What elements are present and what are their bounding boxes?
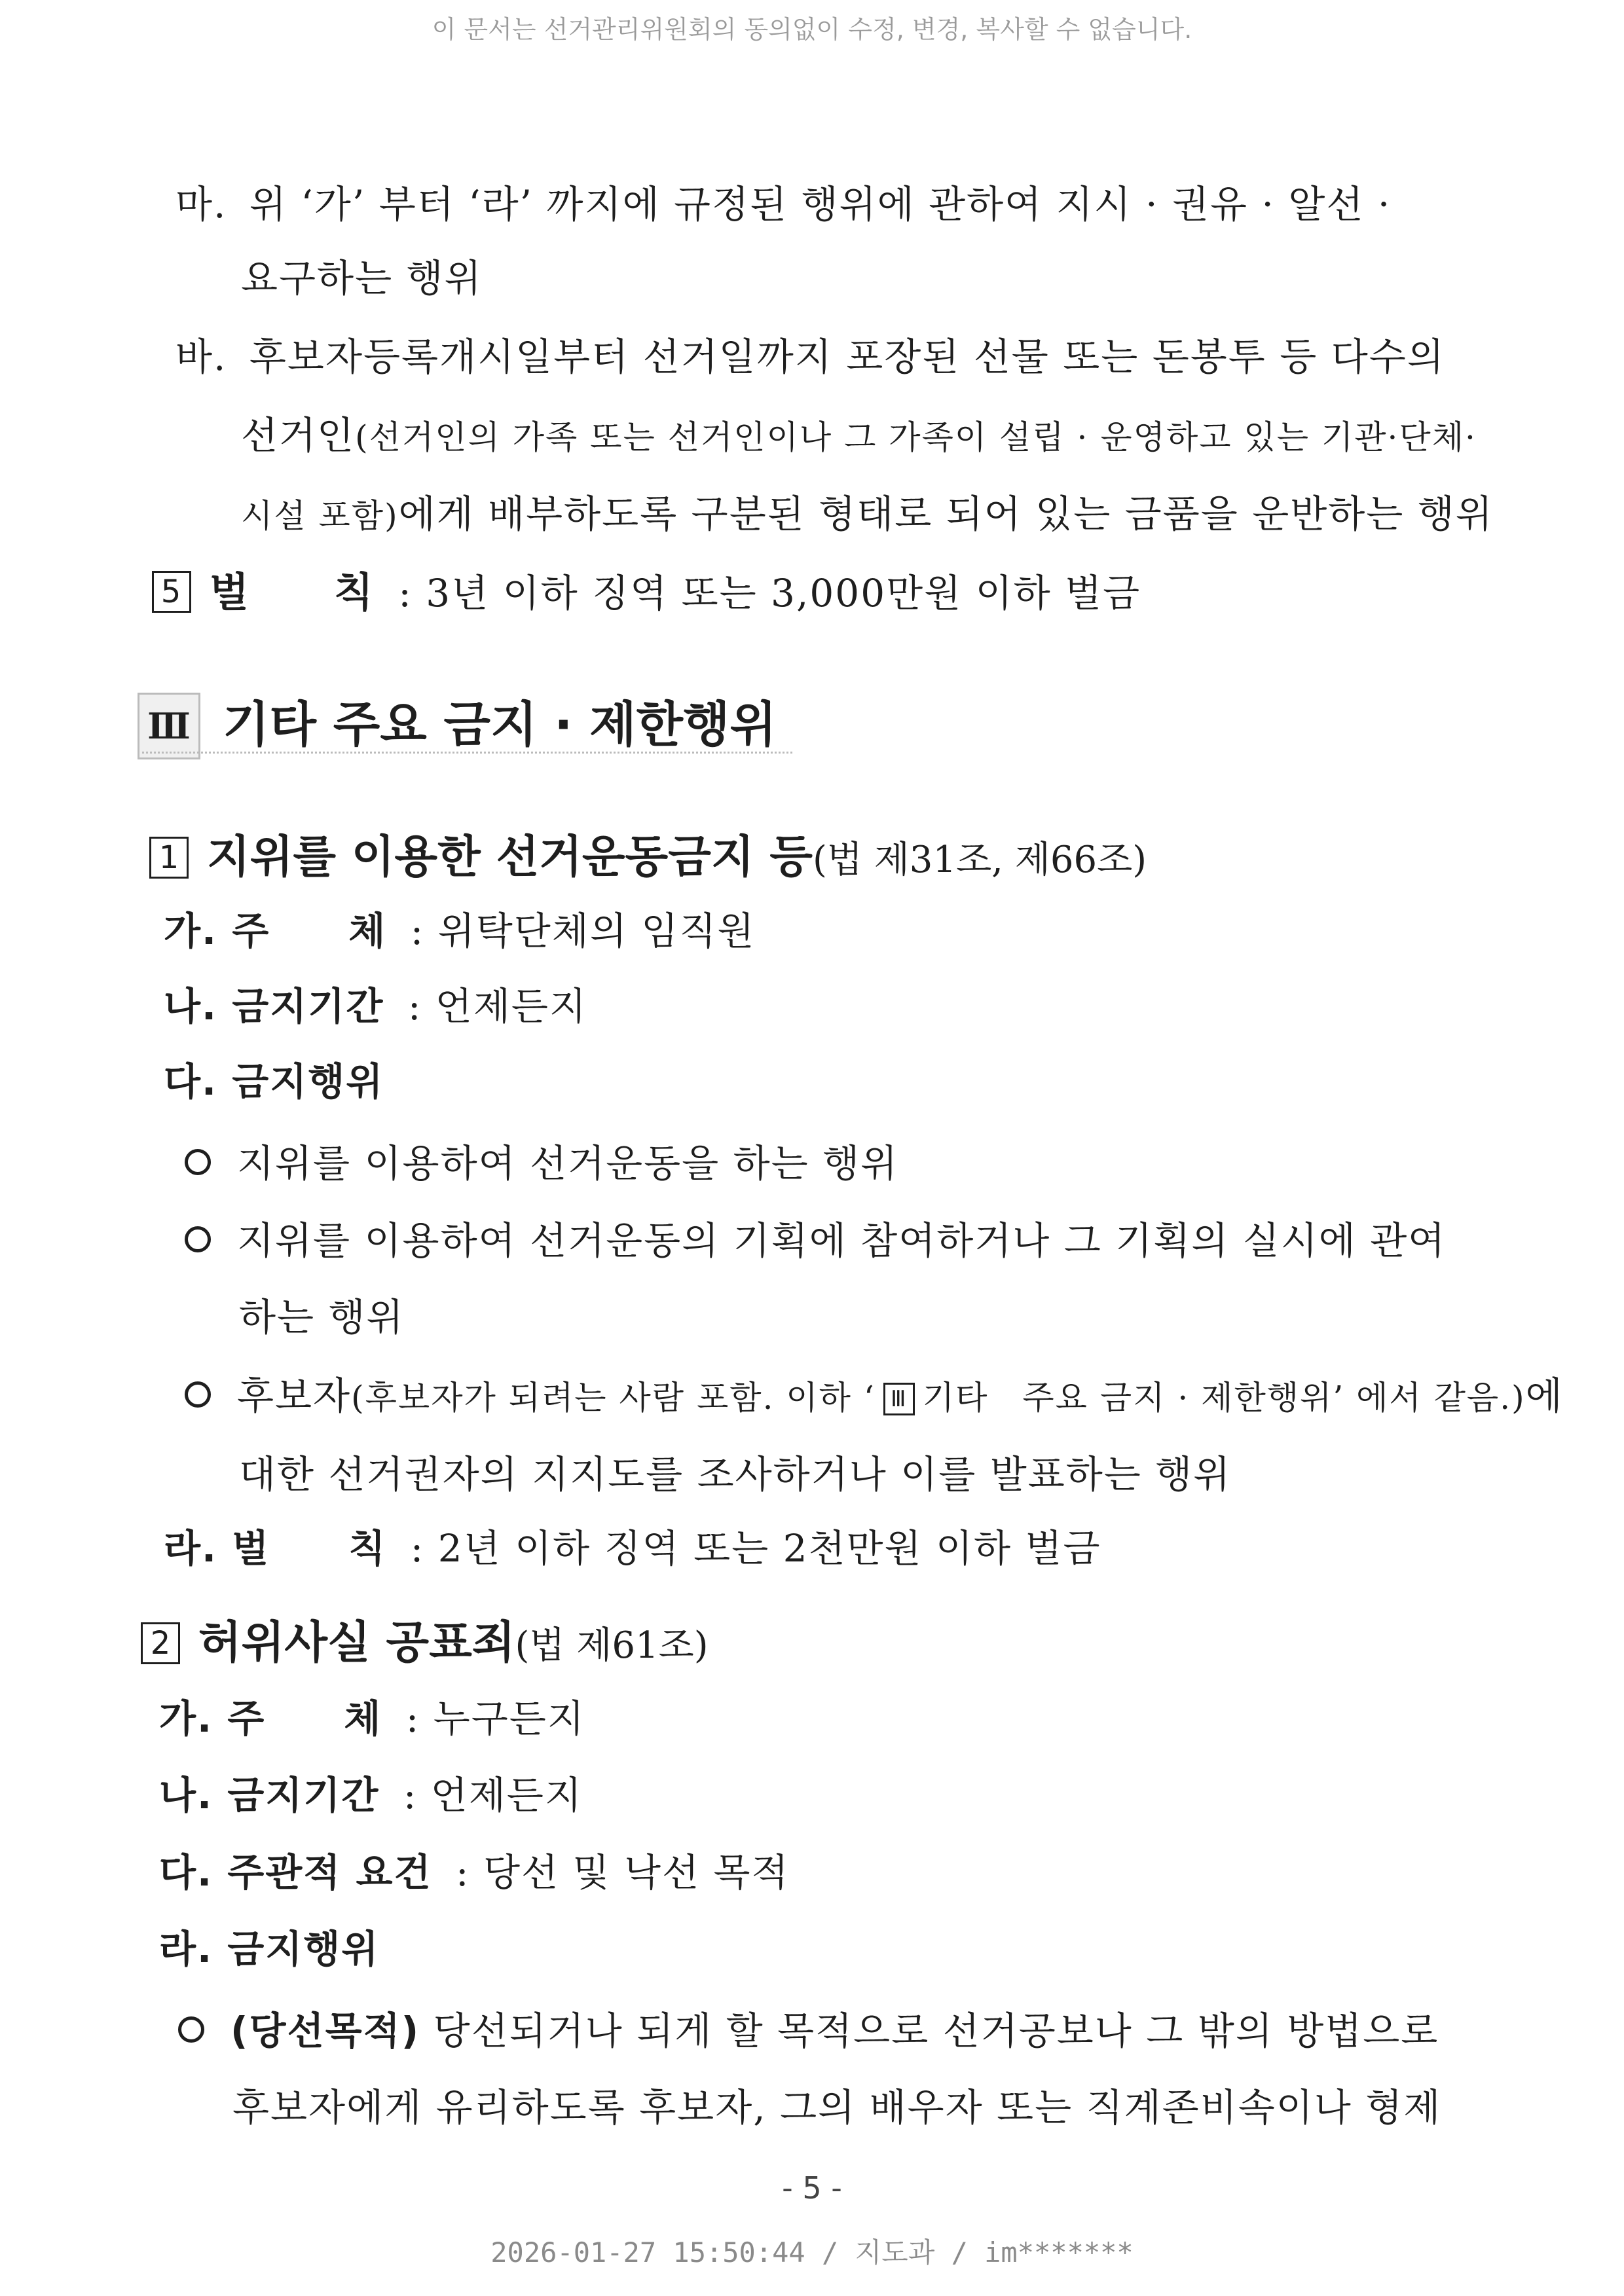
- item-ba-line3-paren: 시설 포함): [241, 497, 399, 535]
- item1-prohibited-label: 다. 금지행위: [164, 1059, 384, 1104]
- item2-title: 허위사실 공표죄: [198, 1617, 515, 1669]
- item2-bullet1-bold: (당선목적): [231, 2009, 420, 2053]
- item-ba-line1: [175, 326, 1445, 381]
- item1-bullet3-paren-b: 기타 주요 금지 · 제한행위’ 에서 같음.): [922, 1379, 1526, 1417]
- inline-roman-box: Ⅲ: [883, 1383, 915, 1415]
- bullet-circle-icon: [185, 1149, 211, 1175]
- item-ba-line2-paren: (선거인의 가족 또는 선거인이나 그 가족이 설립 · 운영하고 있는 기관·단체·: [355, 418, 1477, 456]
- penalty-text: : 3년 이하 징역 또는 3,000만원 이하 벌금: [398, 571, 1141, 615]
- item2-prohibited-label: 라. 금지행위: [159, 1927, 380, 1971]
- bullet-circle-icon: [185, 1226, 211, 1252]
- item2-number-box: 2: [141, 1622, 180, 1664]
- item1-number-box: 1: [149, 837, 189, 879]
- item-ba-line2: [241, 405, 1477, 460]
- item2-bullet1-line2: 후보자에게 유리하도록 후보자, 그의 배우자 또는 직계존비속이나 형제: [232, 2085, 1442, 2130]
- item2-period-label: 나. 금지기간: [159, 1773, 380, 1817]
- item1-bullet2: [185, 1210, 1446, 1265]
- item2-subject: [159, 1688, 585, 1743]
- item1-title: 지위를 이용한 선거운동금지 등: [207, 831, 813, 883]
- item1-bullet2-line2: 하는 행위: [239, 1295, 405, 1339]
- item2-subject-label: 가. 주 체: [159, 1696, 382, 1741]
- item-ba-line2-main: 선거인: [241, 413, 356, 458]
- item2-prohibited-heading: [159, 1918, 379, 1973]
- item1-penalty: [164, 1518, 1101, 1573]
- item1-bullet3-main: 후보자: [237, 1374, 352, 1418]
- item1-bullet1-text: 지위를 이용하여 선거운동을 하는 행위: [237, 1141, 899, 1186]
- item2-period: [159, 1764, 583, 1819]
- print-footer: 2026-01-27 15:50:44 / 지도과 / im*******: [490, 2236, 1134, 2269]
- section-divider: [138, 752, 792, 754]
- section-title: 기타 주요 금지 · 제한행위: [223, 697, 777, 753]
- item-ma-marker: 마.: [175, 182, 227, 227]
- item2-subject-text: : 누구든지: [405, 1696, 585, 1741]
- item1-bullet3-tail: 에: [1525, 1374, 1564, 1418]
- item1-bullet3: [185, 1365, 1564, 1420]
- item1-subject: [164, 900, 755, 955]
- page-number: - 5 -: [782, 2170, 842, 2206]
- copy-restriction-watermark: 이 문서는 선거관리위원회의 동의없이 수정, 변경, 복사할 수 없습니다.: [432, 15, 1192, 44]
- penalty-number-box: 5: [152, 571, 191, 613]
- item2-law-ref: (법 제61조): [515, 1624, 709, 1667]
- item1-penalty-label: 라. 벌 칙: [164, 1526, 387, 1571]
- item-ba-marker: 바.: [175, 335, 227, 379]
- item2-subjective-text: : 당선 및 낙선 목적: [456, 1850, 790, 1895]
- bullet-circle-icon: [178, 2016, 204, 2043]
- item1-bullet3-line2: 대한 선거권자의 지지도를 조사하거나 이를 발표하는 행위: [239, 1452, 1232, 1497]
- item1-bullet1: [185, 1133, 898, 1188]
- item2-period-text: : 언제든지: [403, 1773, 583, 1817]
- item1-prohibited-heading: [164, 1051, 384, 1106]
- penalty-line: [152, 560, 1141, 618]
- section-roman-box: Ⅲ: [138, 693, 200, 759]
- item1-subject-label: 가. 주 체: [164, 909, 387, 953]
- item2-subjective-requirement: [159, 1842, 790, 1897]
- item-ba-line3: [241, 483, 1494, 538]
- item2-heading: [141, 1607, 709, 1671]
- item1-penalty-text: : 2년 이하 징역 또는 2천만원 이하 벌금: [410, 1526, 1101, 1571]
- item2-bullet1: [178, 2000, 1439, 2055]
- item-ma-line1: [175, 173, 1391, 228]
- item1-period-text: : 언제든지: [407, 984, 587, 1029]
- penalty-label: 벌 칙: [210, 568, 375, 616]
- item2-subjective-label: 다. 주관적 요건: [159, 1850, 432, 1895]
- item-ba-text: 후보자등록개시일부터 선거일까지 포장된 선물 또는 돈봉투 등 다수의: [249, 335, 1445, 379]
- item1-subject-text: : 위탁단체의 임직원: [410, 909, 756, 953]
- item1-bullet2-text: 지위를 이용하여 선거운동의 기획에 참여하거나 그 기획의 실시에 관여: [237, 1218, 1447, 1263]
- item1-heading: [149, 822, 1147, 885]
- item1-law-ref: (법 제31조, 제66조): [812, 839, 1147, 881]
- item1-period: [164, 975, 587, 1030]
- item-ma-text: 위 ‘가’ 부터 ‘라’ 까지에 규정된 행위에 관하여 지시 · 권유 · 알선 ·: [249, 182, 1392, 227]
- bullet-circle-icon: [185, 1381, 211, 1408]
- item2-bullet1-text: 당선되거나 되게 할 목적으로 선거공보나 그 밖의 방법으로: [433, 2009, 1439, 2053]
- item-ba-line3-main: 에게 배부하도록 구분된 형태로 되어 있는 금품을 운반하는 행위: [398, 492, 1494, 536]
- item1-period-label: 나. 금지기간: [164, 984, 384, 1029]
- section-heading: [138, 686, 777, 759]
- item-ma-line2: 요구하는 행위: [241, 256, 483, 301]
- item1-bullet3-paren-a: (후보자가 되려는 사람 포함. 이하 ‘: [351, 1379, 876, 1417]
